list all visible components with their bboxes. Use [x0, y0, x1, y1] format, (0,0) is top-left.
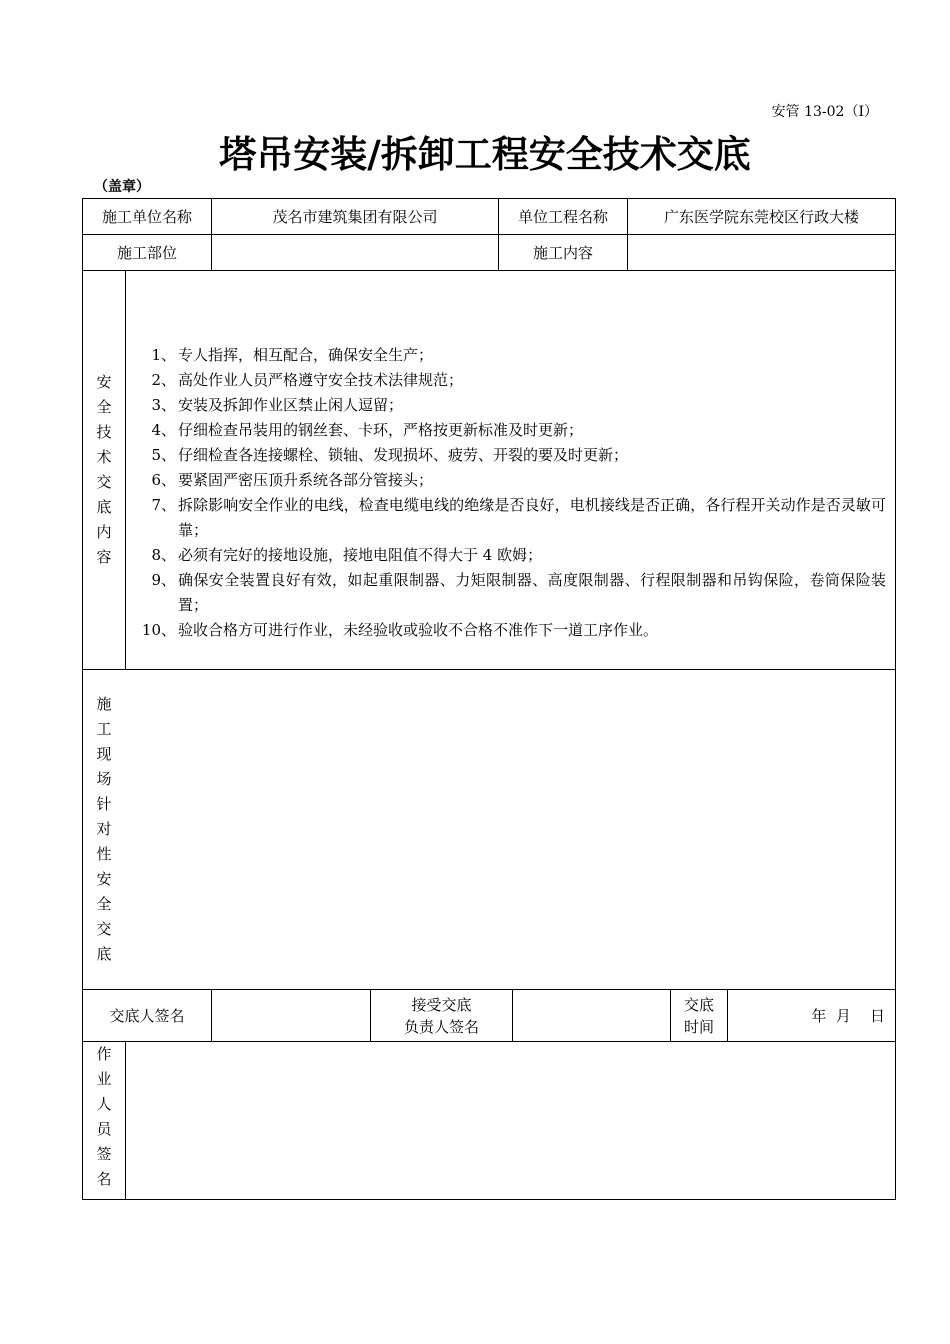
list-item: 3、 安装及拆卸作业区禁止闲人逗留； [151, 396, 404, 414]
stamp-label: （盖章） [94, 179, 150, 195]
safety-content-label: 安 全 技 术 交 底 内 容 [96, 373, 112, 566]
list-item: 1、 专人指挥，相互配合，确保安全生产； [151, 346, 434, 364]
row-divider [82, 270, 896, 271]
construction-content-label: 施工内容 [532, 243, 593, 262]
list-item: 6、 要紧固严密压顶升系统各部分管接头； [151, 471, 434, 489]
list-item: 5、 仔细检查各连接螺栓、锁轴、发现损坏、疲劳、开裂的要及时更新； [151, 446, 629, 464]
disclosure-time-label: 交底 时间 [683, 995, 714, 1036]
unit-name-label: 施工单位名称 [101, 207, 192, 226]
workers-signature-label: 作 业 人 员 签 名 [96, 1045, 112, 1188]
discloser-signature-field[interactable] [212, 990, 370, 1041]
construction-part-label: 施工部位 [116, 243, 177, 262]
list-item: 4、 仔细检查吊装用的钢丝套、卡环，严格按更新标准及时更新； [151, 421, 584, 439]
list-item: 9、 确保安全装置良好有效，如起重限制器、力矩限制器、高度限制器、行程限制器和吊钩保险，卷筒保险装置； [151, 571, 886, 614]
document-code: 安管 13-02（Ⅰ） [771, 104, 878, 120]
list-item: 8、 必须有完好的接地设施，接地电阻值不得大于 4 欧姆； [151, 546, 543, 564]
unit-name-value[interactable]: 茂名市建筑集团有限公司 [272, 207, 438, 226]
discloser-signature-label: 交底人签名 [109, 1006, 185, 1025]
site-safety-content[interactable] [126, 670, 895, 989]
safety-items-list [134, 343, 886, 643]
construction-part-value[interactable] [212, 235, 498, 270]
receiver-signature-label: 接受交底 负责人签名 [403, 995, 479, 1036]
project-name-label: 单位工程名称 [517, 207, 608, 226]
page-title: 塔吊安装/拆卸工程安全技术交底 [219, 132, 751, 176]
workers-signature-field[interactable] [126, 1042, 895, 1199]
project-name-value[interactable]: 广东医学院东莞校区行政大楼 [663, 207, 859, 226]
list-item: 10、 验收合格方可进行作业，未经验收或验收不合格不准作下一道工序作业。 [141, 621, 659, 639]
disclosure-date-field[interactable]: 年 月 日 [811, 1006, 885, 1025]
list-item: 7、 拆除影响安全作业的电线，检查电缆电线的绝缘是否良好，电机接线是否正确，各行程开关动作是否灵敏可靠； [151, 496, 886, 539]
construction-content-value[interactable] [628, 235, 895, 270]
receiver-signature-field[interactable] [513, 990, 670, 1041]
site-safety-label: 施 工 现 场 针 对 性 安 全 交 底 [96, 695, 112, 963]
list-item: 2、 高处作业人员严格遵守安全技术法律规范； [151, 371, 464, 389]
col-divider [125, 270, 126, 669]
